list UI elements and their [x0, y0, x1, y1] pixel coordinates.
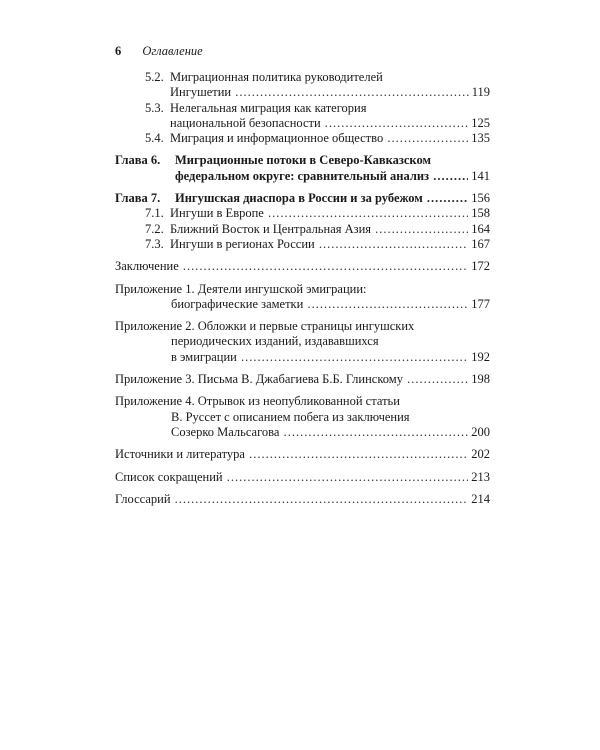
- spacer: [115, 146, 490, 153]
- entry-title-line: Ближний Восток и Центральная Азия .....: [170, 222, 490, 237]
- toc-entry-glossary[interactable]: [115, 492, 490, 507]
- toc-entry-7-2[interactable]: [115, 222, 490, 237]
- spacer: [115, 485, 490, 492]
- entry-title-line: В. Руссет с описанием побега из заключения: [171, 409, 410, 424]
- entry-title-line: Глоссарий .....: [115, 492, 490, 507]
- entry-page: 125: [468, 116, 490, 131]
- section-number: 5.3.: [145, 100, 164, 115]
- spacer: [115, 252, 490, 259]
- entry-title-line: Миграционные потоки в Северо-Кавказском: [175, 153, 431, 168]
- chapter-number: Глава 7.: [115, 191, 161, 206]
- entry-page: 213: [468, 470, 490, 485]
- entry-title-line: федеральном округе: сравнительный анализ .....: [175, 169, 490, 184]
- entry-page: 202: [468, 447, 490, 462]
- spacer: [115, 440, 490, 447]
- entry-title-line: биографические заметки .....: [115, 297, 490, 312]
- entry-title-line: Ингушская диаспора в России и за рубежом .....: [175, 191, 490, 206]
- entry-title-line: периодических изданий, издававшихся: [171, 334, 379, 349]
- entry-page: 172: [468, 259, 490, 274]
- spacer: [115, 312, 490, 319]
- page-number: 6: [115, 44, 122, 58]
- entry-title-line: Приложение 2. Обложки и первые страницы ингушских: [115, 319, 415, 334]
- section-number: 7.3.: [145, 236, 164, 251]
- section-number: 7.2.: [145, 221, 164, 236]
- toc-entry-appendix-2[interactable]: [115, 319, 490, 365]
- spacer: [115, 387, 490, 394]
- entry-title-line: Ингуши в Европе .....: [170, 206, 490, 221]
- section-number: 5.2.: [145, 70, 164, 84]
- entry-title-line: Созерко Мальсагова .....: [115, 425, 490, 440]
- entry-title-line: Заключение .....: [115, 259, 490, 274]
- toc-entry-appendix-4[interactable]: [115, 394, 490, 440]
- entry-title-line: национальной безопасности .....: [170, 116, 490, 131]
- toc-entry-abbreviations[interactable]: [115, 470, 490, 485]
- entry-page: 192: [468, 350, 490, 365]
- toc-entry-7-1[interactable]: [115, 206, 490, 221]
- entry-page: 119: [469, 85, 490, 100]
- toc-entry-5-2[interactable]: [115, 70, 490, 101]
- entry-title-line: Источники и литература .....: [115, 447, 490, 462]
- entry-title-line: Миграция и информационное общество .....: [170, 131, 490, 146]
- entry-page: 200: [468, 425, 490, 440]
- toc-entry-7-3[interactable]: [115, 237, 490, 252]
- entry-title-line: Приложение 4. Отрывок из неопубликованной статьи: [115, 394, 400, 409]
- entry-title-line: в эмиграции .....: [115, 350, 490, 365]
- entry-page: 214: [468, 492, 490, 507]
- spacer: [115, 275, 490, 282]
- spacer: [115, 365, 490, 372]
- entry-title-line: Приложение 3. Письма В. Джабагиева Б.Б. Глинскому .....: [115, 372, 490, 387]
- toc-entry-5-4[interactable]: [115, 131, 490, 146]
- toc-entry-appendix-1[interactable]: [115, 282, 490, 313]
- entry-page: 164: [468, 222, 490, 237]
- entry-title-line: Приложение 1. Деятели ингушской эмиграции:: [115, 281, 367, 296]
- toc-entry-chapter-7[interactable]: [115, 191, 490, 206]
- entry-title-line: Нелегальная миграция как категория: [170, 100, 367, 115]
- entry-title-line: Ингушетии .....: [170, 85, 490, 100]
- toc-entry-5-3[interactable]: [115, 101, 490, 132]
- toc-entry-appendix-3[interactable]: [115, 372, 490, 387]
- entry-page: 158: [468, 206, 490, 221]
- entry-title-line: Ингуши в регионах России .....: [170, 237, 490, 252]
- toc-entry-conclusion[interactable]: [115, 259, 490, 274]
- entry-page: 135: [468, 131, 490, 146]
- entry-page: 198: [468, 372, 490, 387]
- entry-title-line: Миграционная политика руководителей: [170, 70, 383, 84]
- entry-page: 156: [468, 191, 490, 206]
- running-title: Оглавление: [142, 44, 203, 58]
- running-head: [115, 44, 203, 59]
- spacer: [115, 463, 490, 470]
- table-of-contents: [115, 70, 490, 507]
- section-number: 7.1.: [145, 206, 164, 221]
- spacer: [115, 184, 490, 191]
- section-number: 5.4.: [145, 131, 164, 146]
- entry-page: 177: [468, 297, 490, 312]
- entry-page: 141: [468, 169, 490, 184]
- entry-title-line: Список сокращений .....: [115, 470, 490, 485]
- entry-page: 167: [468, 237, 490, 252]
- toc-entry-sources[interactable]: [115, 447, 490, 462]
- toc-entry-chapter-6[interactable]: [115, 153, 490, 184]
- chapter-number: Глава 6.: [115, 153, 161, 168]
